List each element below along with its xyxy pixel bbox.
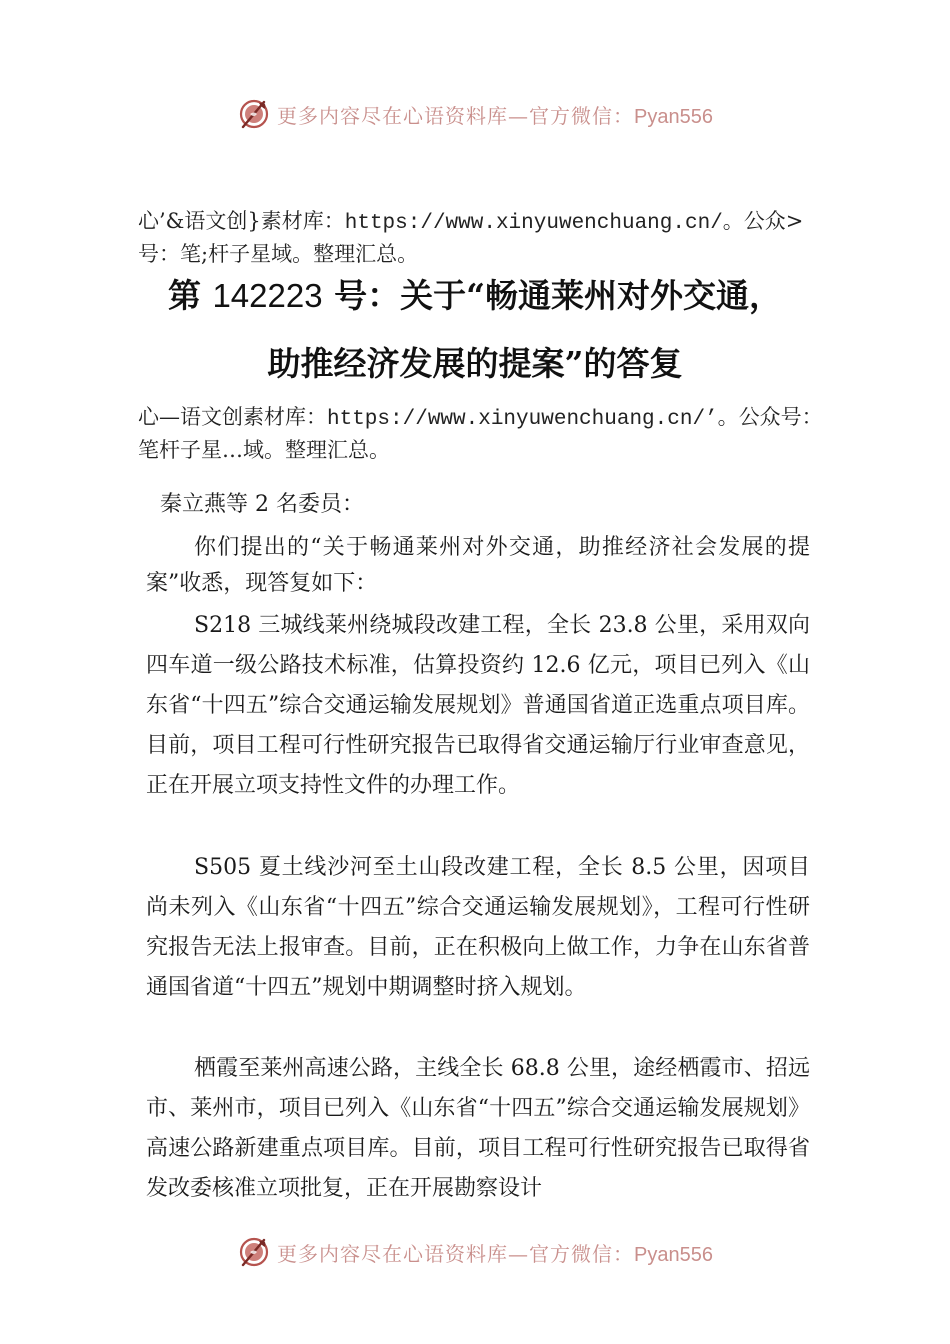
footer-banner [0,1232,950,1272]
watermark-text-mid: 心—语文创素材库：https://www.xinyuwenchuang.cn/’。公众号：笔杆子星…域。整理汇总。 [138,405,823,462]
paragraph-4: 栖霞至莱州高速公路，主线全长 68.8 公里，途经栖霞市、招远市、莱州市，项目已列入《山东省“十四五”综合交通运输发展规划》高速公路新建重点项目库。目前，项目工程可行性研究报告已取得省发改委核准立项批复，正在开展勘察设计 [146,1056,810,1201]
wechat-id: Pyan556 [634,105,713,128]
quill-pen-seal-icon [237,1235,271,1269]
banner-text: 更多内容尽在心语资料库—官方微信：Pyan556 [277,1241,713,1266]
addressee: 秦立燕等 2 名委员： [160,492,364,517]
header-banner [0,94,950,134]
wechat-id: Pyan556 [634,1243,713,1266]
watermark-text-top: 心’&语文创}素材库：https://www.xinyuwenchuang.cn/。公众>号：笔;杆子星域。整理汇总。 [138,209,804,266]
document-title-line-2: 助推经济发展的提案”的答复 [267,344,683,383]
quill-pen-seal-icon [237,97,271,131]
paragraph-2: S218 三城线莱州绕城段改建工程，全长 23.8 公里，采用双向四车道一级公路技术标准，估算投资约 12.6 亿元，项目已列入《山东省“十四五”综合交通运输发展规划》普通国省道正选重点项目库。目前，项目工程可行性研究报告已取得省交通运输厅行业审查意见，正在开展立项支持性文件的办理工作。 [146,613,810,798]
watermark-url: https://www.xinyuwenchuang.cn/ [344,212,723,235]
banner-text: 更多内容尽在心语资料库—官方微信：Pyan556 [277,103,713,128]
document-title-line-1: 第 142223 号：关于“畅通莱州对外交通， [167,276,783,315]
paragraph-3: S505 夏土线沙河至土山段改建工程，全长 8.5 公里，因项目尚未列入《山东省“十四五”综合交通运输发展规划》，工程可行性研究报告无法上报审查。目前，正在积极向上做工作，力争在山东省普通国省道“十四五”规划中期调整时挤入规划。 [146,855,810,1000]
watermark-url: https://www.xinyuwenchuang.cn/’ [327,408,718,431]
paragraph-1: 你们提出的“关于畅通莱州对外交通，助推经济社会发展的提案”收悉，现答复如下： [146,535,810,596]
